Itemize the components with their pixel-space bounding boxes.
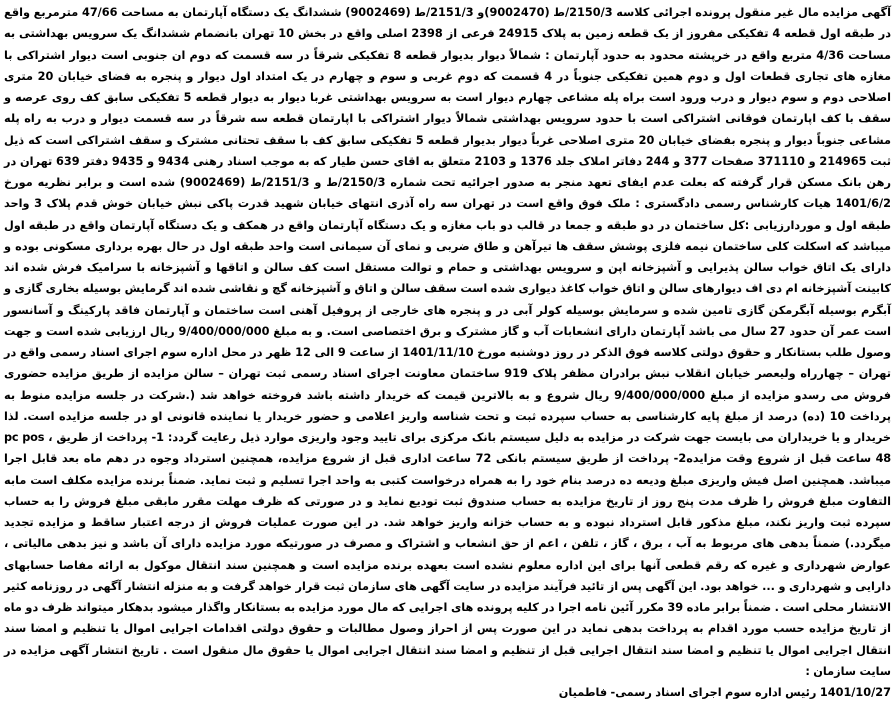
notice-signature-line: 1401/10/27 رئیس اداره سوم اجرای اسناد رسمی- فاطمیان [558, 686, 891, 699]
notice-body-text: آگهی مزایده مال غیر منقول پرونده اجرائی کلاسه 2150/3/ط (9002470)و 2151/3/ط (9002469) ششدانگ یک دستگاه آپارتمان به مساحت 47/66 مترمربع واقع در طبقه اول قطعه 4 تفکیکی مفروز از یک قطعه زمین به پلاک 24915 فرعی از 2398 اصلی واقع در بخش 10 تهران بانضمام ششدانگ یک سرویس بهداشتی به مساحت 4/36 متربع واقع در خرپشته محدود به حدود آپارتمان : شمالاً دیوار بدیوار قطعه 8 تفکیکی شرقاً در سه قسمت که دوم ان جنوبی است دیوار اشتراکی با مغازه های تجاری قطعات اول و دوم همین تفکیکی جنوباً در 4 قسمت که دوم غربی و سوم و چهارم در یک امتداد اول دیوار و پنجره به فضای خیابان 20 متری اصلاحی دوم و سوم دیوار و درب ورود است براه پله مشاعی چهارم دیوار است به سرویس بهداشتی غربا دیوار به دیوار قطعه 5 تفکیکی سابق کف روی عرصه و سقف با کف اپارتمان فوقانی اشتراکی است با حدود سرویس بهداشتی شمالاً دیوار اشتراکی با اپارتمان قطعه سه شرقاً در سه قسمت دیوار و درب به راه پله مشاعی جنوباً دیوار و پنجره بفضای خیابان 20 متری اصلاحی غرباً دیوار بدیوار قطعه 5 تفکیکی سابق کف با سقف تحتانی مشترک و سقف اشتراکی است که ذیل ثبت 214965 و 371110 صفحات 377 و 244 دفاتر املاک جلد 1376 و 2103 متعلق به اقای حسن طیار که به موجب اسناد رهنی 9434 و 9435 دفتر 639 تهران در رهن بانک مسکن قرار گرفته که بعلت عدم ایفای تعهد منجر به صدور اجرائیه تحت شماره 2150/3/ط و 2151/3/ط (9002469) شده است و برابر نظریه مورخ 1401/6/2 هیات کارشناس رسمی دادگستری : ملک فوق واقع است در تهران سه راه آذری انتهای خیابان شهید قدرت پاکی نبش خیابان خوش قدم پلاک 3 واحد طبقه اول و موردارزیابی :کل ساختمان در دو طبقه و جمعا در قالب دو باب مغازه و یک دستگاه آپارتمان واقع در همکف و یک دستگاه آپارتمان واقع در طبقه اول میباشد که اسکلت کلی ساختمان نیمه فلزی پوشش سقف ها تیرآهن و طاق ضربی و نمای آن سیمانی است واحد طبقه اول در حال بهره برداری مسکونی بوده و دارای یک اتاق خواب سالن پذیرایی و آشپزخانه اپن و سرویس بهداشتی و حمام و توالت مستقل است کف سالن و اتاقها و آشپزخانه با سرامیک فرش شده اند کابینت آشپزخانه ام دی اف دیوارهای سالن و اتاق خواب کاغذ دیواری شده است سقف سالن و اتاق و آشپزخانه گچ و نقاشی شده اند گرمایش بوسیله بخاری گازی و آبگرم بوسیله آبگرمکن گازی تامین شده و سرمایش بوسیله کولر آبی در و پنجره های خارجی از پروفیل آهنی است ساختمان و آپارتمان فاقد پارکینگ و آسانسور است عمر آن حدود 27 سال می باشد آپارتمان دارای انشعابات آب و گاز مشترک و برق اختصاصی است. و به مبلغ 9/400/000/000 ریال ارزیابی شده است و جهت وصول طلب بستانکار و حقوق دولتی کلاسه فوق الذکر در روز دوشنبه مورخ 1401/11/10 از ساعت 9 الی 12 ظهر در محل اداره سوم اجرای اسناد رسمی واقع در تهران – چهارراه ولیعصر خیابان انقلاب نبش برادران مظفر پلاک 919 ساختمان معاونت اجرای اسناد رسمی ثبت تهران – سالن مزایده از طریق مزایده حضوری فروش می رسدو مزایده از مبلغ 9/400/000/000 ریال شروع و به بالاترین قیمت که خریدار داشته باشد فروخته خواهد شد (.شرکت در جلسه مزایده منوط به پرداخت 10 (ده) درصد از مبلغ پایه کارشناسی به حساب سپرده ثبت و تحت شناسه واریز اعلامی و حضور خریدار یا نماینده قانونی او در جلسه مزایده است. لذا خریدار و یا خریداران می بایست جهت شرکت در مزایده به دلیل سیستم بانک مرکزی برای تایید وجود واریزی موارد ذیل رعایت گردد: 1- پرداخت از طریق ، pc pos 48 ساعت قبل از شروع وقت مزایده2- پرداخت از طریق سیستم بانکی 72 ساعت اداری قبل از شروع مزایده، همچنین استرداد وجوه در دهم ماه بعد قابل اجرا میباشد. همچنین اصل فیش واریزی مبلغ ودیعه ده درصد بنام خود را به همراه درخواست کتبی به واحد اجرا تسلیم و ثبت نماید. ضمناً برنده مزایده مکلف است مابه التفاوت مبلغ فروش را ظرف مدت پنج روز از تاریخ مزایده به حساب صندوق ثبت تودیع نماید و در صورتی که ظرف مهلت مقرر مابقی مبلغ فروش را به حساب سپرده ثبت واریز نکند، مبلغ مذکور قابل استرداد نبوده و به حساب خزانه واریز خواهد شد. در این صورت عملیات فروش از درجه اعتبار ساقط و مزایده تجدید میگردد.) ضمناً بدهی های مربوط به آب ، برق ، گاز ، تلفن ، اعم از حق انشعاب و اشتراک و مصرف در صورتیکه مورد مزایده دارای آن باشد و نیز بدهی مالیاتی ، عوارض شهرداری و غیره که رقم قطعی آنها برای این اداره معلوم نشده است بعهده برنده مزایده است و همچنین سند انتقال موکول به ارائه مفاصا حسابهای دارایی و شهرداری و ... خواهد بود. این آگهی پس از تائید فرآیند مزایده در سایت آگهی های سازمان ثبت قرار خواهد گرفت و به منزله انتشار آگهی در روزنامه کثیر الانتشار محلی است . ضمناً برابر ماده 39 مکرر آئین نامه اجرا در کلیه پرونده های اجرایی که مال مورد مزایده به بستانکار واگذار میشود بدهکار میتواند ظرف دو ماه از تاریخ مزایده حسب مورد اقدام به پرداخت بدهی نماید در این صورت پس از احراز وصول مطالبات و حقوق دولتی اقدامات اجرایی اموال یا تنظیم و امضا سند انتقال اجرایی اموال یا تنظیم و امضا سند انتقال اجرایی قبل از تنظیم و امضا سند انتقال اجرایی اموال یا حقوق مال منقول است . تاریخ انتشار آگهی مزایده در سایت سازمان : [4, 6, 892, 678]
auction-notice [4, 2, 891, 703]
